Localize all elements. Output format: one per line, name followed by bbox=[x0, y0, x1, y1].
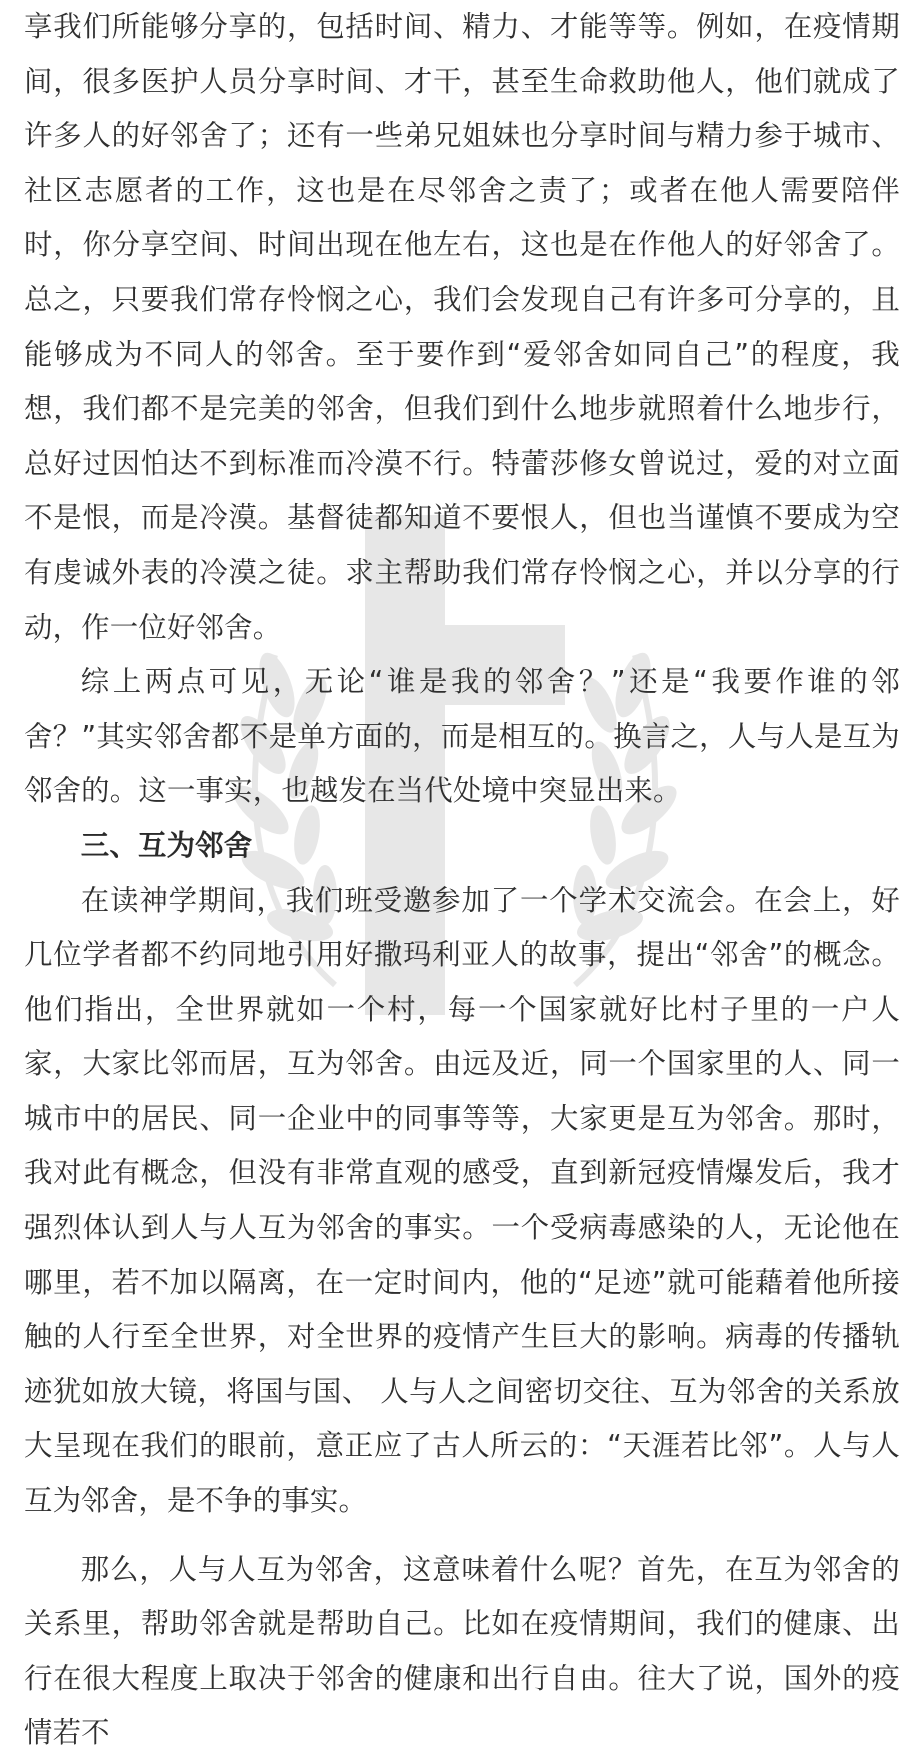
section-heading: 三、互为邻舍 bbox=[80, 828, 253, 862]
article-body bbox=[24, 0, 900, 1761]
paragraph-meaning: 那么，人与人互为邻舍，这意味着什么呢？首先，在互为邻舍的关系里，帮助邻舍就是帮助自己。比如在疫情期间，我们的健康、出行在很大程度上取决于邻舍的健康和出行自由。往大了说，国外的疫情若不 bbox=[24, 1552, 900, 1750]
paragraph-sharing: 享我们所能够分享的，包括时间、精力、才能等等。例如，在疫情期间，很多医护人员分享时间、才干，甚至生命救助他人，他们就成了许多人的好邻舍了；还有一些弟兄姐妹也分享时间与精力参于城市、社区志愿者的工作，这也是在尽邻舍之责了；或者在他人需要陪伴时，你分享空间、时间出现在他左右，这也是在作他人的好邻舍了。总之，只要我们常存怜悯之心，我们会发现自己有许多可分享的，且能够成为不同人的邻舍。至于要作到“爱邻舍如同自己”的程度，我想，我们都不是完美的邻舍，但我们到什么地步就照着什么地步行，总好过因怕达不到标准而冷漠不行。特蕾莎修女曾说过，爱的对立面不是恨，而是冷漠。基督徒都知道不要恨人，但也当谨慎不要成为空有虔诚外表的冷漠之徒。求主帮助我们常存怜悯之心，并以分享的行动，作一位好邻舍。 bbox=[24, 10, 900, 644]
paragraph-seminary: 在读神学期间，我们班受邀参加了一个学术交流会。在会上，好几位学者都不约同地引用好撒玛利亚人的故事，提出“邻舍”的概念。他们指出，全世界就如一个村，每一个国家就好比村子里的一户人家，大家比邻而居，互为邻舍。由远及近，同一个国家里的人、同一城市中的居民、同一企业中的同事等等，大家更是互为邻舍。那时，我对此有概念，但没有非常直观的感受，直到新冠疫情爆发后，我才强烈体认到人与人互为邻舍的事实。一个受病毒感染的人，无论他在哪里，若不加以隔离，在一定时间内，他的“足迹”就可能藉着他所接触的人行至全世界，对全世界的疫情产生巨大的影响。病毒的传播轨迹犹如放大镜，将国与国、 人与人之间密切交往、互为邻舍的关系放大呈现在我们的眼前，意正应了古人所云的：“天涯若比邻”。人与人互为邻舍，是不争的事实。 bbox=[24, 883, 900, 1518]
paragraph-summary: 综上两点可见，无论“谁是我的邻舍？”还是“我要作谁的邻舍？”其实邻舍都不是单方面的，而是相互的。换言之，人与人是互为邻舍的。这一事实，也越发在当代处境中突显出来。 bbox=[24, 665, 900, 808]
